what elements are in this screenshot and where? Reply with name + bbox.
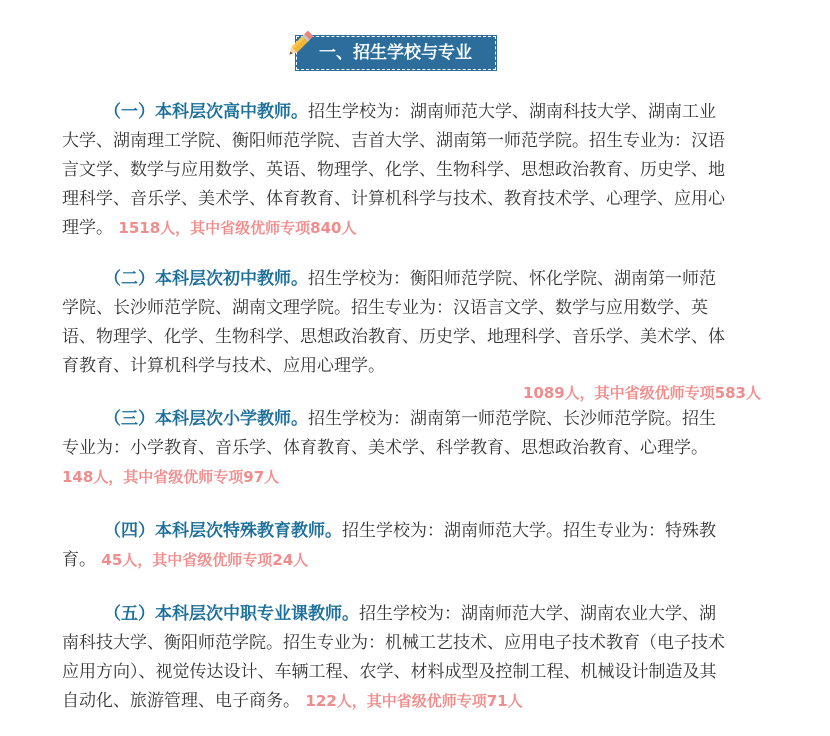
section-paragraph <box>62 98 727 243</box>
enrollment-count: 45人，其中省级优师专项24人 <box>101 551 309 569</box>
section-high-school <box>62 98 727 243</box>
section-primary-school <box>62 405 727 492</box>
enrollment-count: 1089人，其中省级优师专项583人 <box>522 384 761 402</box>
section-paragraph <box>62 265 761 405</box>
section-vocational <box>62 600 727 716</box>
section-paragraph <box>62 405 727 492</box>
section-body: 招生学校为：湖南师范大学、湖南农业大学、湖南科技大学、衡阳师范学院。招生专业为：机械工艺技术、应用电子技术教育（电子技术应用方向）、视觉传达设计、车辆工程、农学、材料成型及控制工程、机械设计制造及其自动化、旅游管理、电子商务。 <box>62 604 725 711</box>
enrollment-count: 122人，其中省级优师专项71人 <box>305 692 523 710</box>
section-body: 招生学校为：湖南师范大学、湖南科技大学、湖南工业大学、湖南理工学院、衡阳师范学院、吉首大学、湖南第一师范学院。招生专业为：汉语言文学、数学与应用数学、英语、物理学、化学、生物科学、思想政治教育、历史学、地理科学、音乐学、美术学、体育教育、计算机科学与技术、教育技术学、心理学、应用心理学。 <box>62 102 725 238</box>
section-title: （二）本科层次初中教师。 <box>104 269 308 289</box>
enrollment-count: 1518人，其中省级优师专项840人 <box>118 219 357 237</box>
section-header-title: 一、招生学校与专业 <box>296 36 496 70</box>
section-body: 招生学校为：衡阳师范学院、怀化学院、湖南第一师范学院、长沙师范学院、湖南文理学院。招生专业为：汉语言文学、数学与应用数学、英语、物理学、化学、生物科学、思想政治教育、历史学、地理科学、音乐学、美术学、体育教育、计算机科学与技术、应用心理学。 <box>62 269 725 376</box>
section-title: （四）本科层次特殊教育教师。 <box>104 521 342 541</box>
section-title: （五）本科层次中职专业课教师。 <box>104 604 359 624</box>
section-paragraph <box>62 517 727 575</box>
pencil-icon <box>282 26 318 62</box>
enrollment-count: 148人，其中省级优师专项97人 <box>62 468 280 486</box>
section-body: 招生学校为：湖南第一师范学院、长沙师范学院。招生专业为：小学教育、音乐学、体育教育、美术学、科学教育、思想政治教育、心理学。 <box>62 409 716 458</box>
section-header <box>296 36 496 70</box>
section-middle-school <box>62 265 761 405</box>
section-paragraph <box>62 600 727 716</box>
section-title: （三）本科层次小学教师。 <box>104 409 308 429</box>
section-body: 招生学校为：湖南师范大学。招生专业为：特殊教育。 <box>62 521 716 570</box>
section-special-education <box>62 517 727 575</box>
section-title: （一）本科层次高中教师。 <box>104 102 308 122</box>
